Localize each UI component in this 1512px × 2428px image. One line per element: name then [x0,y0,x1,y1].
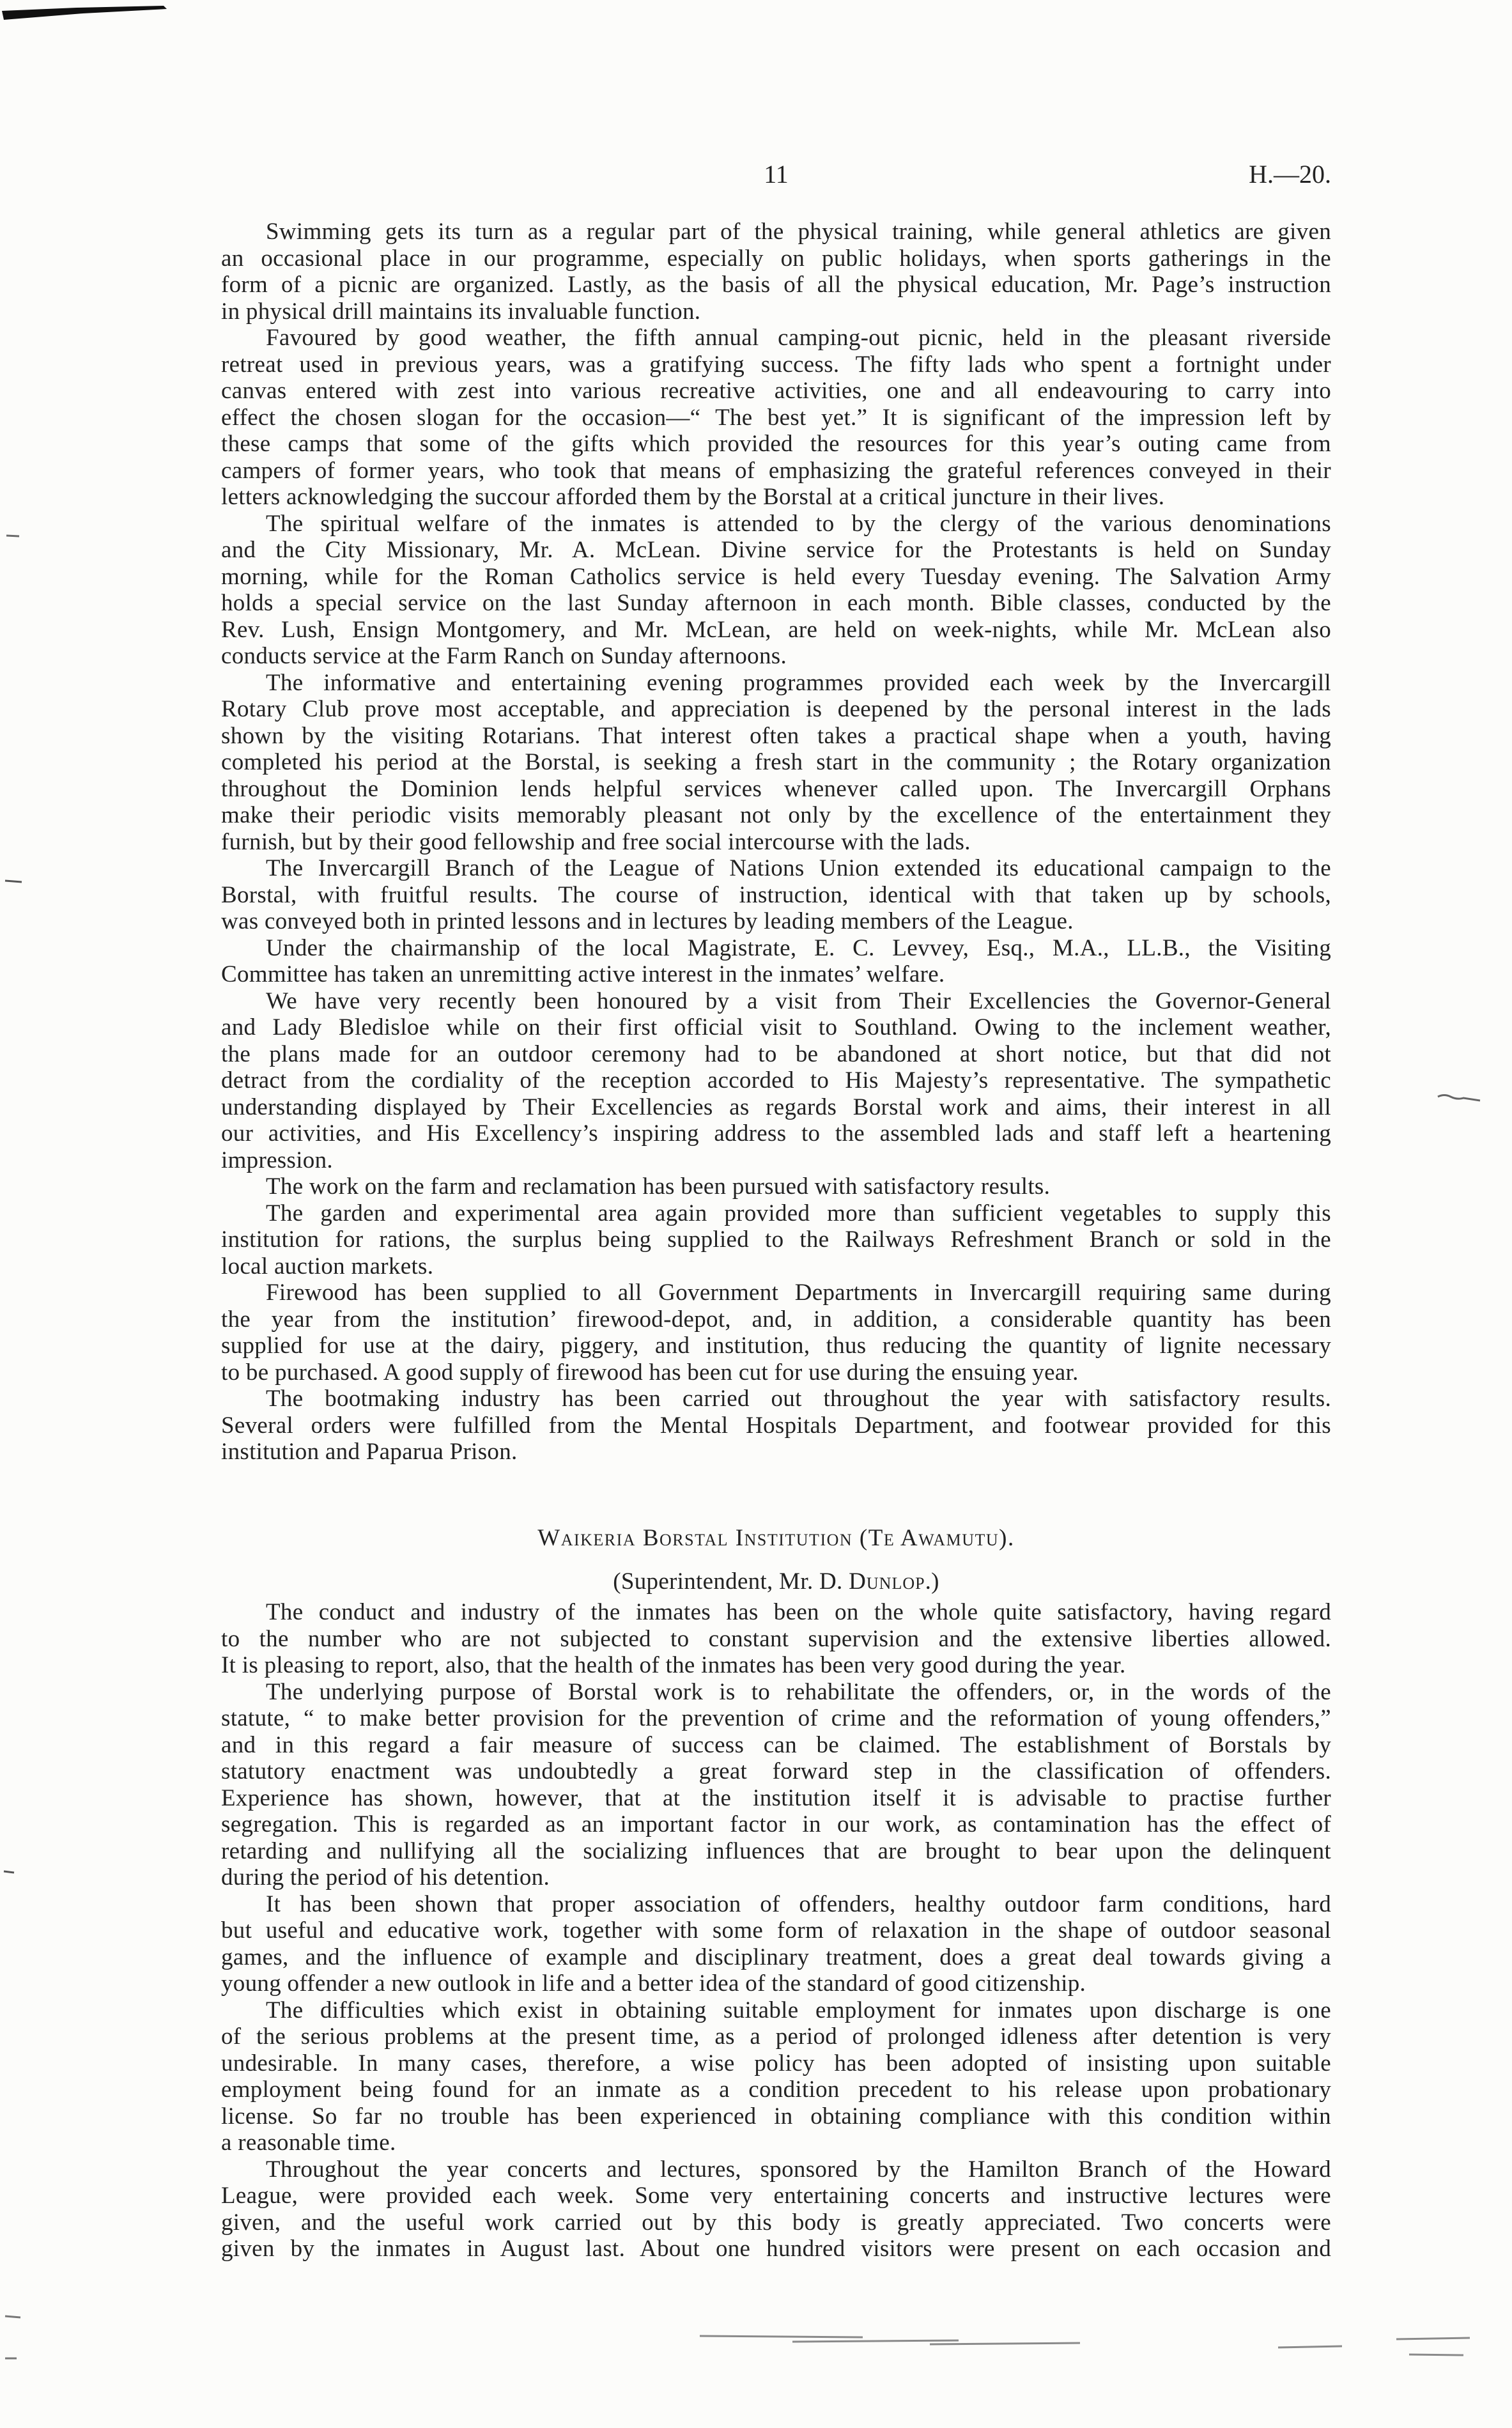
text-line: Under the chairmanship of the local Magistrate, E. C. Levvey, Esq., M.A., LL.B., the Visiting [266,934,1331,961]
text-line: Rev. Lush, Ensign Montgomery, and Mr. McLean, are held on week-nights, while Mr. McLean also [221,616,1331,643]
invercargill-borstal-report [221,219,1331,1465]
paragraph [221,1679,1331,1891]
text-line: form of a picnic are organized. Lastly, as the basis of all the physical education, Mr. Page’s instruction [221,272,1331,298]
paragraph [221,219,1331,325]
paragraph [221,1891,1331,1997]
footer-dash [792,2340,959,2342]
paragraph [221,1997,1331,2156]
text-line: The garden and experimental area again provided more than sufficient vegetables to supply this [266,1200,1331,1226]
text-line: was conveyed both in printed lessons and in lectures by leading members of the League. [221,908,1074,934]
text-line: these camps that some of the gifts which provided the resources for this year’s outing came from [221,431,1331,457]
text-line: throughout the Dominion lends helpful services whenever called upon. The Invercargill Orphans [221,775,1331,802]
text-line: The difficulties which exist in obtaining suitable employment for inmates upon discharge is one [266,1997,1331,2023]
paragraph [221,670,1331,856]
paragraph [221,855,1331,935]
text-line: make their periodic visits memorably pleasant not only by the excellence of the entertainment they [221,802,1331,828]
text-line: given by the inmates in August last. About one hundred visitors were present on each occasion and [221,2236,1331,2262]
paragraph [221,935,1331,988]
paragraph [221,1200,1331,1280]
paragraph [221,325,1331,511]
text-line: Committee has taken an unremitting active interest in the inmates’ welfare. [221,961,945,987]
text-line: furnish, but by their good fellowship and free social intercourse with the lads. [221,828,971,855]
text-line: and the City Missionary, Mr. A. McLean. Divine service for the Protestants is held on Sunday [221,537,1331,563]
text-line: The Invercargill Branch of the League of Nations Union extended its educational campaign to the [266,855,1331,881]
superintendent-suffix: .) [925,1568,939,1595]
text-line: during the period of his detention. [221,1864,550,1891]
text-line: segregation. This is regarded as an important factor in our work, as contamination has the effect of [221,1811,1331,1837]
footer-dash [1396,2338,1470,2339]
text-line: It is pleasing to report, also, that the health of the inmates has been very good during the year. [221,1652,1126,1678]
text-line: supplied for use at the dairy, piggery, and institution, thus reducing the quantity of lignite necessary [221,1333,1331,1359]
text-line: The work on the farm and reclamation has been pursued with satisfactory results. [266,1173,1051,1200]
text-line: morning, while for the Roman Catholics service is held every Tuesday evening. The Salvation Army [221,563,1331,590]
margin-mark [5,881,22,882]
text-line: The spiritual welfare of the inmates is attended to by the clergy of the various denominations [266,510,1331,537]
text-line: and in this regard a fair measure of success can be claimed. The establishment of Borstals by [221,1731,1331,1758]
text-line: in physical drill maintains its invaluable function. [221,298,701,325]
superintendent-line [221,1568,1331,1595]
paragraph [221,1173,1331,1200]
paragraph [221,2156,1331,2262]
paragraph [221,988,1331,1174]
text-line: Throughout the year concerts and lectures, sponsored by the Hamilton Branch of the Howard [266,2156,1331,2183]
scan-brush-stroke [2,6,167,20]
text-line: retreat used in previous years, was a gratifying success. The fifty lads who spent a fortnight under [221,351,1331,378]
text-line: but useful and educative work, together with some form of relaxation in the shape of outdoor seasonal [221,1917,1331,1944]
text-line: institution and Paparua Prison. [221,1439,518,1465]
text-line: license. So far no trouble has been experienced in obtaining compliance with this condition within [221,2103,1331,2130]
text-line: employment being found for an inmate as a condition precedent to his release upon probationary [221,2076,1331,2103]
text-line: our activities, and His Excellency’s inspiring address to the assembled lads and staff left a heartening [221,1120,1331,1147]
text-line: statutory enactment was undoubtedly a great forward step in the classification of offenders. [221,1758,1331,1784]
text-line: the plans made for an outdoor ceremony had to be abandoned at short notice, but that did not [221,1040,1331,1067]
text-line: undesirable. In many cases, therefore, a wise policy has been adopted of insisting upon suitable [221,2050,1331,2076]
text-line: Swimming gets its turn as a regular part of the physical training, while general athletics are given [266,219,1331,245]
text-line: institution for rations, the surplus being supplied to the Railways Refreshment Branch or sold in the [221,1226,1331,1253]
text-line: given, and the useful work carried out by this body is greatly appreciated. Two concerts were [221,2209,1331,2236]
superintendent-prefix: (Superintendent, Mr. D. [613,1568,849,1595]
text-line: Rotary Club prove most acceptable, and appreciation is deepened by the personal interest in the lads [221,696,1331,722]
text-line: games, and the influence of example and disciplinary treatment, does a great deal towards giving a [221,1944,1331,1970]
waikeria-borstal-report [221,1599,1331,2262]
text-line: shown by the visiting Rotarians. That interest often takes a practical shape when a youth, having [221,722,1331,749]
text-line: The underlying purpose of Borstal work is to rehabilitate the offenders, or, in the words of the [266,1678,1331,1705]
text-line: League, were provided each week. Some very entertaining concerts and instructive lectures were [221,2183,1331,2209]
paragraph [221,1280,1331,1386]
footer-dash [700,2336,863,2337]
text-line: an occasional place in our programme, especially on public holidays, when sports gatherings in the [221,245,1331,272]
margin-mark [1438,1095,1480,1101]
margin-mark [4,1871,14,1873]
text-line: to the number who are not subjected to constant supervision and the extensive liberties allowed. [221,1625,1331,1652]
text-line: retarding and nullifying all the socializing influences that are brought to bear upon the delinquent [221,1837,1331,1864]
text-line: The conduct and industry of the inmates has been on the whole quite satisfactory, having regard [266,1599,1331,1625]
footer-dash [930,2343,1080,2344]
footer-dash [1278,2346,1342,2347]
text-line: Firewood has been supplied to all Government Departments in Invercargill requiring same during [266,1280,1331,1306]
text-line: Borstal, with fruitful results. The course of instruction, identical with that taken up by schools, [221,881,1331,908]
superintendent-name: Dunlop [849,1568,925,1595]
text-line: a reasonable time. [221,2130,396,2156]
text-line: local auction markets. [221,1253,434,1280]
document-reference: H.—20. [1249,160,1331,189]
text-line: holds a special service on the last Sunday afternoon in each month. Bible classes, conducted by the [221,590,1331,616]
paragraph [221,1386,1331,1465]
paragraph [221,1599,1331,1679]
text-line: letters acknowledging the succour afforded them by the Borstal at a critical juncture in their lives. [221,484,1165,510]
paragraph [221,511,1331,670]
text-line: and Lady Bledisloe while on their first official visit to Southland. Owing to the inclement weather, [221,1014,1331,1040]
text-line: conducts service at the Farm Ranch on Sunday afternoons. [221,643,787,669]
page-header [221,160,1331,189]
text-line: of the serious problems at the present time, as a period of prolonged idleness after detention is very [221,2023,1331,2050]
text-line: Favoured by good weather, the fifth annual camping-out picnic, held in the pleasant riverside [266,325,1331,351]
text-line: We have very recently been honoured by a visit from Their Excellencies the Governor-General [266,987,1331,1014]
text-line: completed his period at the Borstal, is seeking a fresh start in the community ; the Rotary organization [221,749,1331,775]
text-line: statute, “ to make better provision for the prevention of crime and the reformation of young offenders,” [221,1705,1331,1731]
text-line: campers of former years, who took that means of emphasizing the grateful references conveyed in their [221,457,1331,484]
page-number: 11 [764,160,789,189]
text-line: It has been shown that proper association of offenders, healthy outdoor farm conditions, hard [266,1891,1331,1917]
text-line: young offender a new outlook in life and a better idea of the standard of good citizenship. [221,1970,1086,1997]
text-line: The bootmaking industry has been carried out throughout the year with satisfactory results. [266,1386,1331,1412]
text-line: the year from the institution’ firewood-depot, and, in addition, a considerable quantity has been [221,1306,1331,1333]
text-line: The informative and entertaining evening programmes provided each week by the Invercargill [266,669,1331,696]
text-line: to be purchased. A good supply of firewood has been cut for use during the ensuing year. [221,1359,1079,1386]
text-line: impression. [221,1147,333,1173]
text-line: canvas entered with zest into various recreative activities, one and all endeavouring to carry into [221,378,1331,404]
text-line: detract from the cordiality of the reception accorded to His Majesty’s representative. The sympathetic [221,1067,1331,1094]
text-line: Experience has shown, however, that at the institution itself it is advisable to practise further [221,1784,1331,1811]
margin-mark [5,2316,20,2317]
section-heading: Waikeria Borstal Institution (Te Awamutu). [537,1525,1015,1551]
text-line: Several orders were fulfilled from the Mental Hospitals Department, and footwear provided for this [221,1412,1331,1439]
text-line: effect the chosen slogan for the occasion—“ The best yet.” It is significant of the impression left by [221,404,1331,431]
text-line: understanding displayed by Their Excellencies as regards Borstal work and aims, their interest in all [221,1094,1331,1120]
